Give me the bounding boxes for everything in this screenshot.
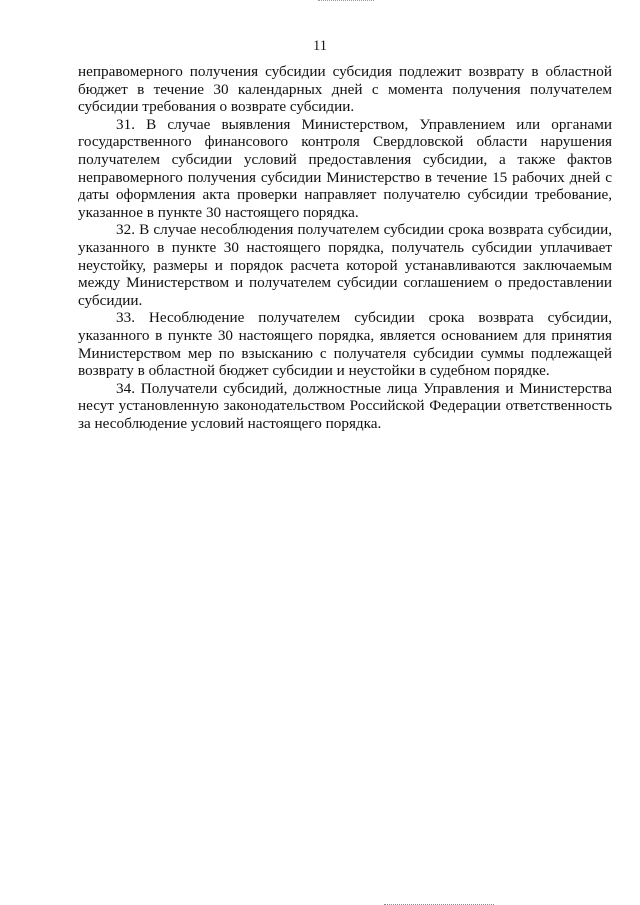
paragraph-34: 34. Получатели субсидий, должностные лица Управления и Министерства несут установленную законодательством Российской Федерации ответственность за несоблюдение условий настоящего порядка. <box>78 379 612 432</box>
page-number: 11 <box>313 38 327 54</box>
scan-artifact-top <box>318 0 374 2</box>
document-body <box>78 63 612 432</box>
paragraph-31: 31. В случае выявления Министерством, Управлением или органами государственного финансового контроля Свердловской области нарушения получателем субсидии условий предоставления субсидии, а также фактов неправомерного получения субсидии Министерство в течение 15 рабочих дней с даты оформления акта проверки направляет получателю субсидии требование, указанное в пункте 30 настоящего порядка. <box>78 115 612 221</box>
paragraph-33: 33. Несоблюдение получателем субсидии срока возврата субсидии, указанного в пункте 30 настоящего порядка, является основанием для принятия Министерством мер по взысканию с получателя субсидии суммы подлежащей возврату в областной бюджет субсидии и неустойки в судебном порядке. <box>78 309 612 380</box>
paragraph-continuation: неправомерного получения субсидии субсидия подлежит возврату в областной бюджет в течение 30 календарных дней с момента получения получателем субсидии требования о возврате субсидии. <box>78 63 612 116</box>
paragraph-32: 32. В случае несоблюдения получателем субсидии срока возврата субсидии, указанного в пункте 30 настоящего порядка, получатель субсидии уплачивает неустойку, размеры и порядок расчета которой устанавливаются заключаемым между Министерством и получателем субсидии соглашением о предоставлении субсидии. <box>78 221 612 309</box>
scan-artifact-bottom <box>384 901 494 905</box>
